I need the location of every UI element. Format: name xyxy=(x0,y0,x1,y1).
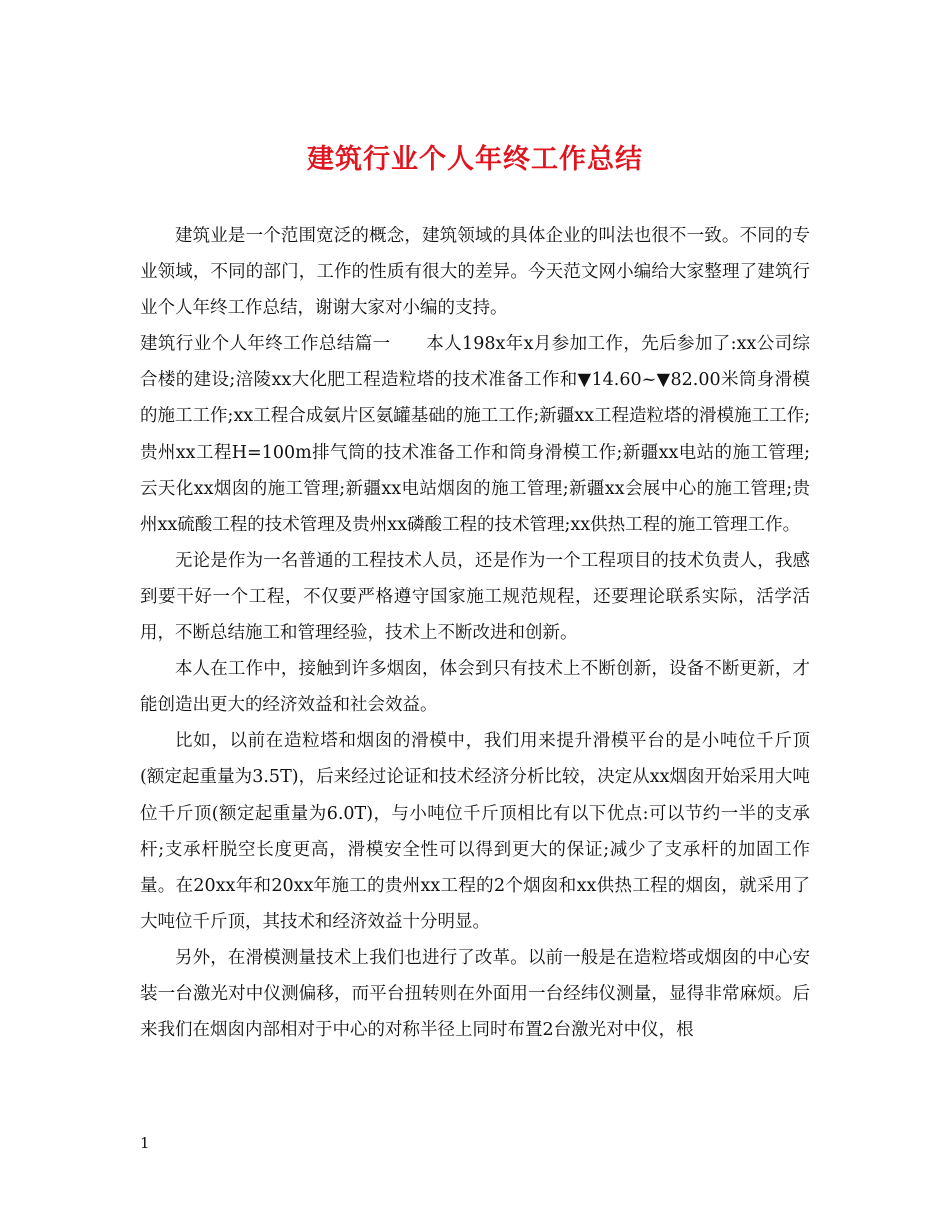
body-paragraph-2: 无论是作为一名普通的工程技术人员，还是作为一个工程项目的技术负责人，我感到要干好一个工程，不仅要严格遵守国家施工规范规程，还要理论联系实际，活学活用，不断总结施工和管理经验，技术上不断改进和创新。 xyxy=(140,550,810,644)
body-paragraph-4: 比如，以前在造粒塔和烟囱的滑模中，我们用来提升滑模平台的是小吨位千斤顶(额定起重量为3.5T)，后来经过论证和技术经济分析比较，决定从xx烟囱开始采用大吨位千斤顶(额定起重量为6.0T)，与小吨位千斤顶相比有以下优点:可以节约一半的支承杆;支承杆脱空长度更高，滑模安全性可以得到更大的保证;减少了支承杆的加固工作量。在20xx年和20xx年施工的贵州xx工程的2个烟囱和xx供热工程的烟囱，就采用了大吨位千斤顶，其技术和经济效益十分明显。 xyxy=(140,731,810,932)
document-title: 建筑行业个人年终工作总结 xyxy=(307,144,643,175)
section-paragraph-1: 建筑行业个人年终工作总结篇一 本人198x年x月参加工作，先后参加了:xx公司综合楼的建设;涪陵xx大化肥工程造粒塔的技术准备工作和▼14.60~▼82.00米筒身滑模的施工工作;xx工程合成氨片区氨罐基础的施工工作;新疆xx工程造粒塔的滑模施工工作;贵州xx工程H=100m排气筒的技术准备工作和筒身滑模工作;新疆xx电站的施工管理;云天化xx烟囱的施工管理;新疆xx电站烟囱的施工管理;新疆xx会展中心的施工管理;贵州xx硫酸工程的技术管理及贵州xx磷酸工程的技术管理;xx供热工程的施工管理工作。 xyxy=(140,334,810,535)
page-number: 1 xyxy=(140,1134,150,1152)
intro-paragraph: 建筑业是一个范围宽泛的概念，建筑领域的具体企业的叫法也很不一致。不同的专业领域，不同的部门，工作的性质有很大的差异。今天范文网小编给大家整理了建筑行业个人年终工作总结，谢谢大家对小编的支持。 xyxy=(140,226,810,319)
body-paragraph-3: 本人在工作中，接触到许多烟囱，体会到只有技术上不断创新，设备不断更新，才能创造出更大的经济效益和社会效益。 xyxy=(140,659,810,716)
document-body xyxy=(140,218,810,1048)
body-paragraph-5: 另外，在滑模测量技术上我们也进行了改革。以前一般是在造粒塔或烟囱的中心安装一台激光对中仪测偏移，而平台扭转则在外面用一台经纬仪测量，显得非常麻烦。后来我们在烟囱内部相对于中心的对称半径上同时布置2台激光对中仪，根 xyxy=(140,947,810,1041)
